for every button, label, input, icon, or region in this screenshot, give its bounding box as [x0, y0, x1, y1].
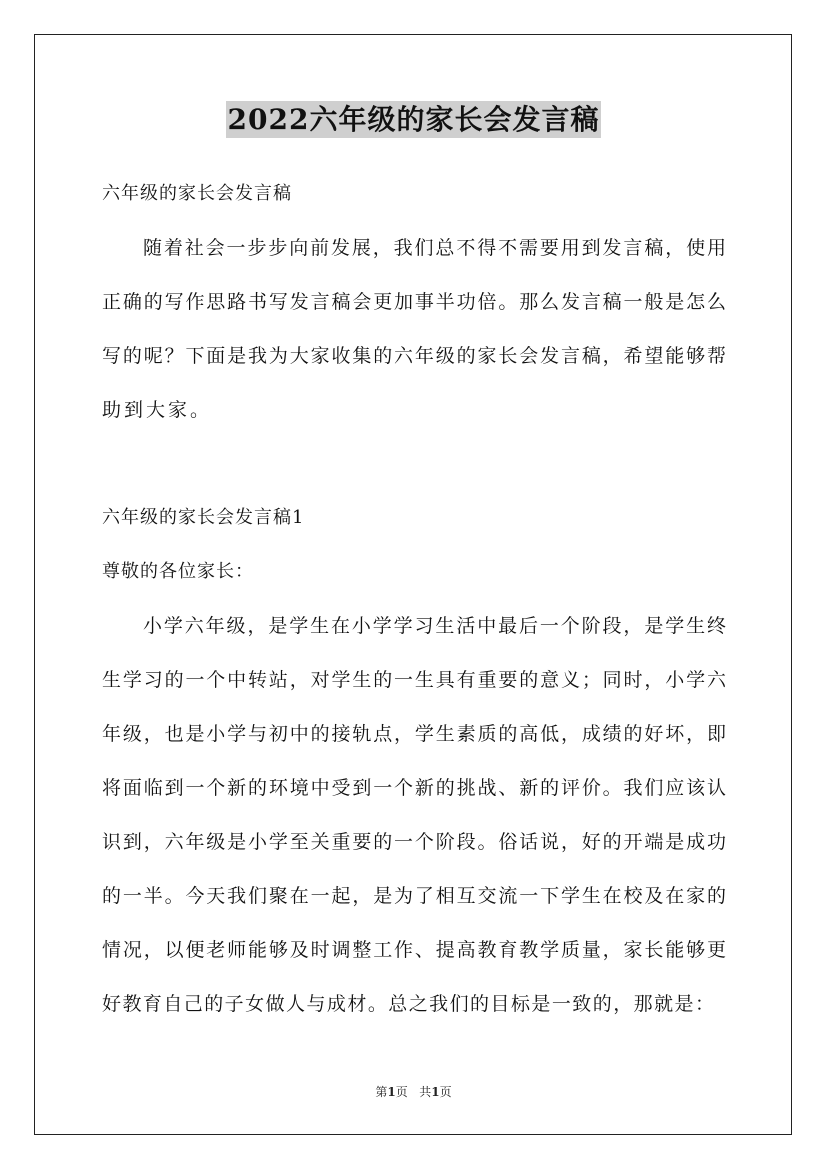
page-footer [0, 1083, 827, 1100]
section-heading: 六年级的家长会发言稿1 [102, 507, 305, 528]
footer-total-number: 1 [431, 1085, 440, 1099]
footer-total-prefix: 共 [419, 1085, 432, 1099]
document-title-wrap [0, 100, 827, 140]
footer-total-suffix: 页 [439, 1085, 452, 1099]
body-line-1: 小学六年级，是学生在小学学习生活中最后一个阶段，是学生终 [143, 615, 726, 637]
intro-line-3: 写的呢？下面是我为大家收集的六年级的家长会发言稿，希望能够帮 [102, 345, 726, 367]
intro-line-2: 正确的写作思路书写发言稿会更加事半功倍。那么发言稿一般是怎么 [102, 291, 726, 313]
intro-line-4: 助到大家。 [102, 399, 213, 421]
footer-page-prefix: 第 [375, 1085, 388, 1099]
intro-line-1: 随着社会一步步向前发展，我们总不得不需要用到发言稿，使用 [143, 237, 726, 259]
salutation: 尊敬的各位家长： [102, 561, 254, 582]
footer-page-suffix: 页 [395, 1085, 408, 1099]
footer-page-number: 1 [387, 1085, 396, 1099]
body-line-3: 年级，也是小学与初中的接轨点，学生素质的高低，成绩的好坏，即 [102, 723, 726, 745]
document-title: 2022六年级的家长会发言稿 [227, 103, 600, 136]
body-line-5: 识到，六年级是小学至关重要的一个阶段。俗话说，好的开端是成功 [102, 831, 726, 853]
body-line-6: 的一半。今天我们聚在一起，是为了相互交流一下学生在校及在家的 [102, 885, 726, 907]
body-line-4: 将面临到一个新的环境中受到一个新的挑战、新的评价。我们应该认 [102, 777, 726, 799]
body-line-8: 好教育自己的子女做人与成材。总之我们的目标是一致的，那就是： [102, 993, 714, 1015]
document-subtitle: 六年级的家长会发言稿 [102, 183, 292, 204]
body-line-7: 情况，以便老师能够及时调整工作、提高教育教学质量，家长能够更 [102, 939, 726, 961]
body-line-2: 生学习的一个中转站，对学生的一生具有重要的意义；同时，小学六 [102, 669, 726, 691]
